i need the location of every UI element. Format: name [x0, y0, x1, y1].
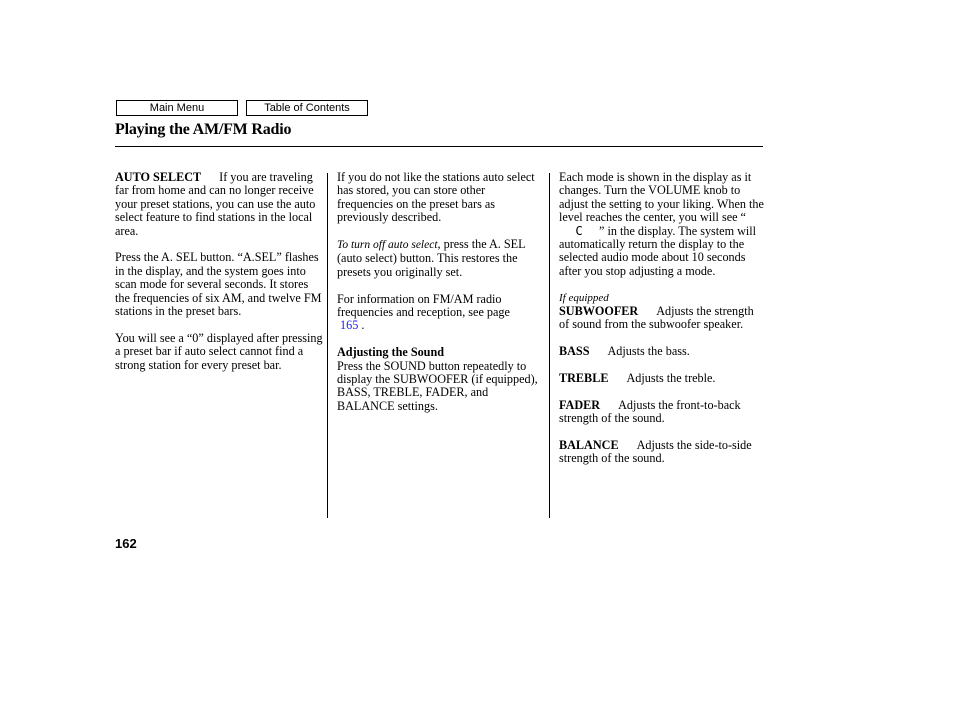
turn-off-italic: To turn off auto select: [337, 239, 438, 252]
turn-off-auto-select-paragraph: [337, 238, 543, 279]
column-divider-2: [549, 173, 550, 518]
page-title: Playing the AM/FM Radio: [115, 121, 292, 138]
press-asel-paragraph: Press the A. SEL button. “A.SEL” flashes in the display, and the system goes into scan mode for several seconds. It stores the frequencies of six AM, and twelve FM stations in the preset bars.: [115, 250, 322, 319]
adjusting-sound-text: Press the SOUND button repeatedly to display the SUBWOOFER (if equipped), BASS, TREBLE, FADER, and BALANCE settings.: [337, 358, 538, 413]
fader-paragraph: [559, 399, 765, 426]
mode-display-text-b: ” in the display. The system will automatically return the display to the selected audio mode about 10 seconds after you stop adjusting a mode.: [559, 223, 757, 278]
fm-am-info-end: .: [358, 318, 365, 333]
page-number: 162: [115, 536, 137, 551]
zero-displayed-paragraph: You will see a “0” displayed after pressing a preset bar if auto select cannot find a strong station for every preset bar.: [115, 330, 323, 372]
treble-paragraph: [559, 372, 765, 385]
column-divider-1: [327, 173, 328, 518]
mode-display-paragraph: [559, 171, 765, 278]
title-rule: [115, 146, 763, 147]
auto-select-paragraph: [115, 171, 323, 238]
treble-heading: TREBLE: [559, 371, 609, 386]
table-of-contents-button[interactable]: Table of Contents: [246, 100, 368, 116]
mode-display-text-a: Each mode is shown in the display as it changes. Turn the VOLUME knob to adjust the setting to your liking. When the level reaches the center, you will see “: [559, 170, 764, 225]
fader-heading: FADER: [559, 397, 601, 412]
if-equipped-note: If equipped: [559, 291, 609, 304]
balance-text: Adjusts the side-to-side strength of the sound.: [559, 438, 752, 466]
page-165-link[interactable]: 165: [340, 318, 359, 333]
column-1: [115, 171, 323, 385]
center-indicator-icon: C: [575, 223, 583, 238]
main-menu-button[interactable]: Main Menu: [116, 100, 238, 116]
auto-select-text: If you are traveling far from home and can no longer receive your preset stations, you can use the auto select feature to find stations in the local area.: [115, 170, 316, 238]
adjusting-sound-heading: Adjusting the Sound: [337, 345, 445, 360]
turn-off-text: , press the A. SEL (auto select) button. This restores the presets you originally set.: [337, 237, 526, 279]
auto-select-heading: AUTO SELECT: [115, 170, 202, 184]
balance-heading: BALANCE: [559, 438, 619, 453]
subwoofer-text: Adjusts the strength of sound from the subwoofer speaker.: [559, 304, 754, 332]
balance-paragraph: [559, 439, 765, 466]
fm-am-info-paragraph: [337, 293, 543, 333]
subwoofer-heading: SUBWOOFER: [559, 304, 639, 319]
fader-text: Adjusts the front-to-back strength of the sound.: [559, 397, 741, 426]
treble-text: Adjusts the treble.: [626, 371, 716, 386]
bass-paragraph: [559, 345, 765, 358]
adjusting-sound-paragraph: [337, 346, 543, 413]
column-3: [559, 171, 765, 479]
column-2: [337, 171, 543, 427]
subwoofer-paragraph: [559, 292, 765, 332]
fm-am-info-text: For information on FM/AM radio frequencies and reception, see page: [337, 291, 510, 320]
store-frequencies-paragraph: If you do not like the stations auto select has stored, you can store other frequencies on the preset bars as previously described.: [337, 170, 535, 225]
bass-heading: BASS: [559, 344, 590, 359]
bass-text: Adjusts the bass.: [607, 344, 690, 359]
